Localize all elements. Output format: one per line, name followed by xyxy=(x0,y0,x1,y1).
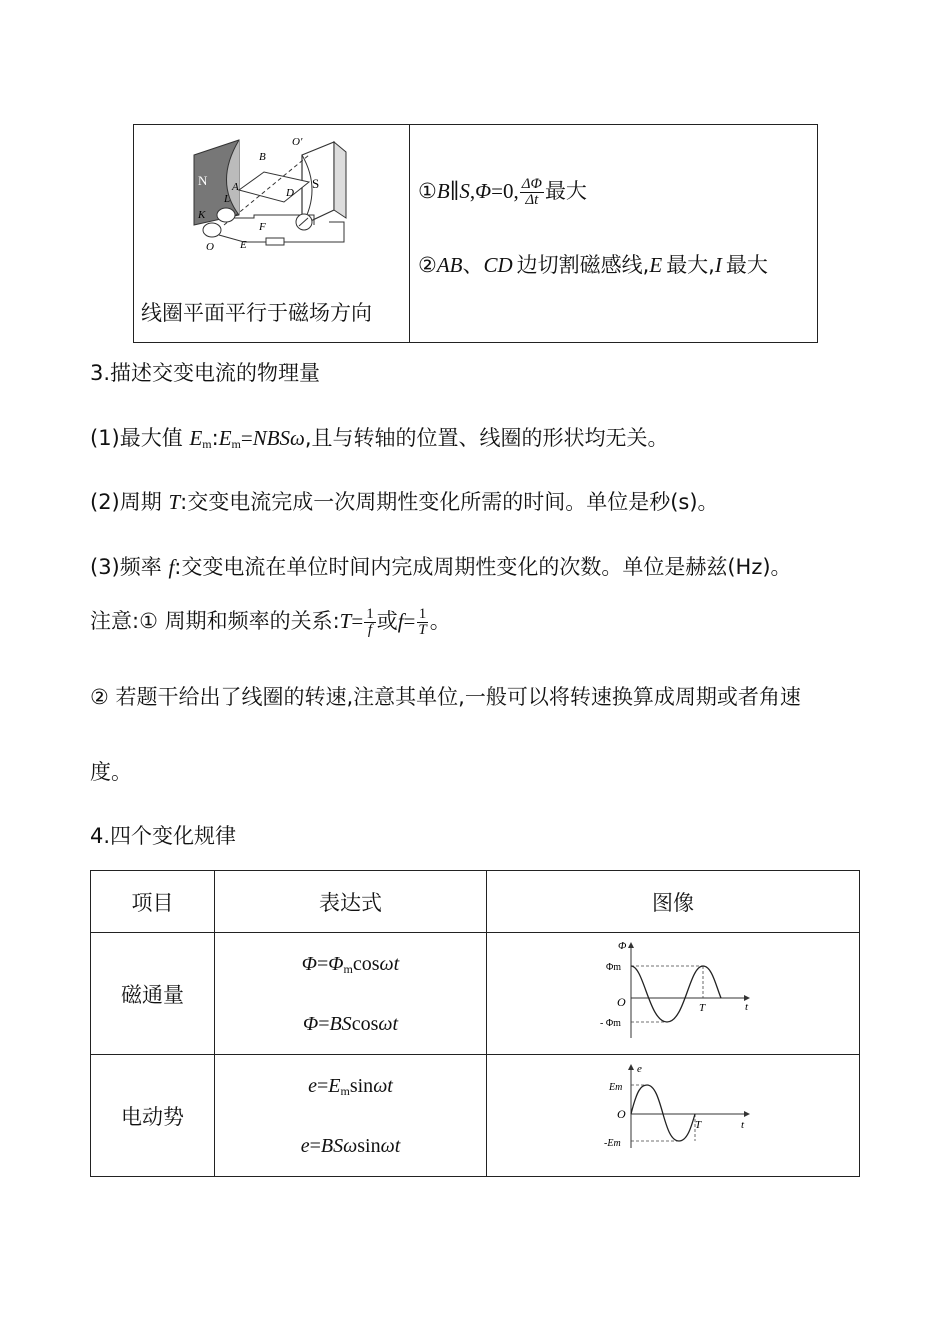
flux-origin-label: O xyxy=(617,995,626,1009)
diagram-cell xyxy=(134,125,410,343)
emf-y-label: e xyxy=(637,1063,642,1075)
header-item: 项目 xyxy=(91,871,215,933)
generator-diagram xyxy=(184,130,424,265)
flux-expr-1: $\Phi=\Phi_m\cos\omega t$ xyxy=(301,953,400,976)
label-o: O xyxy=(206,241,214,253)
section-3-note-2-line-2: 度。 xyxy=(90,760,132,784)
flux-period-label: T xyxy=(699,1002,706,1014)
section-3-item-2: (2)周期 T:交变电流完成一次周期性变化所需的时间。单位是秒(s)。 xyxy=(90,490,719,514)
section-3-heading: 3.描述交变电流的物理量 xyxy=(90,361,321,385)
emf-expr-2: e=BSωsinωt xyxy=(300,1135,401,1157)
emf-expr-1: $e=E_m\sin\omega t$ xyxy=(308,1075,393,1098)
emf-sine-graph xyxy=(599,1060,769,1170)
emf-origin-label: O xyxy=(617,1107,626,1121)
section-4-heading: 4.四个变化规律 xyxy=(90,824,237,848)
header-expression: 表达式 xyxy=(215,871,487,933)
emf-peak-label: Em xyxy=(609,1082,623,1093)
label-a: A xyxy=(232,181,239,193)
label-l: L xyxy=(224,193,231,205)
cosine-curve xyxy=(631,966,721,1022)
delta-phi-fraction: $\frac{\Delta\Phi}{\Delta t}$ xyxy=(521,175,542,208)
sine-curve xyxy=(631,1085,695,1141)
label-f: F xyxy=(259,221,266,233)
fraction-one-over-f: $\frac{1}{f}$ xyxy=(366,605,374,638)
row-emf-graph xyxy=(487,1055,860,1177)
label-e: E xyxy=(240,239,247,251)
flux-neg-peak-label: - Φm xyxy=(600,1018,621,1029)
fraction-one-over-t: $\frac{1}{T}$ xyxy=(418,605,427,638)
flux-cosine-graph xyxy=(599,938,769,1048)
flux-x-label: t xyxy=(745,1001,749,1013)
row-flux-graph xyxy=(487,933,860,1055)
emf-period-label: T xyxy=(695,1119,702,1131)
row-emf-expression xyxy=(215,1055,487,1177)
section-3-note: 注意:① 周期和频率的关系:T= $\frac{1}{f}$ 或f= $\frac{1}{T}$ 。 xyxy=(90,605,451,638)
row-flux-expression xyxy=(215,933,487,1055)
variation-table xyxy=(90,870,860,1177)
label-o-prime: O′ xyxy=(292,136,303,148)
label-s: S xyxy=(312,176,320,191)
emf-neg-peak-label: -Em xyxy=(604,1138,621,1149)
description-line-1: ①B∥S,Φ=0, $\frac{\Delta\Phi}{\Delta t}$ 最大 xyxy=(418,175,587,208)
header-graph: 图像 xyxy=(487,871,860,933)
section-3-item-3: (3)频率 f:交变电流在单位时间内完成周期性变化的次数。单位是赫兹(Hz)。 xyxy=(90,555,792,579)
description-cell xyxy=(410,125,818,343)
row-emf-item: 电动势 xyxy=(91,1055,215,1177)
flux-y-label: Φ xyxy=(618,940,627,952)
section-3-note-2-line-1: ② 若题干给出了线圈的转速,注意其单位,一般可以将转速换算成周期或者角速 xyxy=(90,685,801,709)
label-n: N xyxy=(198,173,208,188)
emf-x-label: t xyxy=(741,1119,745,1131)
flux-expr-2: Φ=BScosωt xyxy=(302,1013,399,1035)
description-line-2: ②AB、CD 边切割磁感线,E 最大,I 最大 xyxy=(418,253,768,277)
top-table xyxy=(133,124,818,343)
flux-peak-label: Φm xyxy=(606,962,622,973)
diagram-caption: 线圈平面平行于磁场方向 xyxy=(141,301,372,325)
section-3-item-1: (1)最大值 $E_m:E_m=NBS\omega$,且与转轴的位置、线圈的形状均无关。 xyxy=(90,426,669,451)
label-d: D xyxy=(286,187,294,199)
label-b: B xyxy=(259,151,266,163)
label-k: K xyxy=(198,209,206,221)
row-flux-item: 磁通量 xyxy=(91,933,215,1055)
